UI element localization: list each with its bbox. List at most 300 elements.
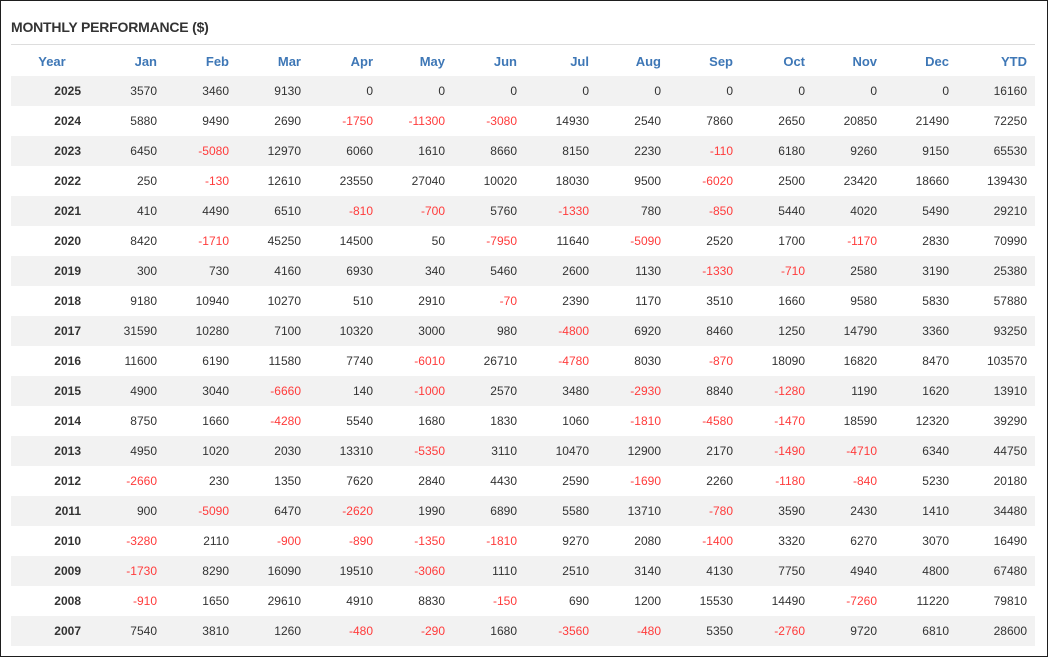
cell-nov: 9580: [813, 286, 885, 316]
cell-may: 8830: [381, 586, 453, 616]
cell-dec: 2830: [885, 226, 957, 256]
cell-may: -11300: [381, 106, 453, 136]
cell-apr: 7740: [309, 346, 381, 376]
column-header-apr: Apr: [350, 53, 373, 69]
table-row: [11, 466, 1035, 496]
cell-oct: 2650: [741, 106, 813, 136]
cell-sep: 5350: [669, 616, 741, 646]
cell-apr: 4910: [309, 586, 381, 616]
table-body: [11, 76, 1035, 646]
cell-jul: 5580: [525, 496, 597, 526]
cell-may: 1610: [381, 136, 453, 166]
cell-sep: -110: [669, 136, 741, 166]
cell-mar: 6470: [237, 496, 309, 526]
cell-jan: -3280: [93, 526, 165, 556]
cell-oct: 3320: [741, 526, 813, 556]
cell-jul: 690: [525, 586, 597, 616]
cell-jun: 3110: [453, 436, 525, 466]
cell-jul: 3480: [525, 376, 597, 406]
cell-aug: 2080: [597, 526, 669, 556]
cell-aug: 1170: [597, 286, 669, 316]
cell-ytd: 44750: [957, 436, 1035, 466]
cell-ytd: 103570: [957, 346, 1035, 376]
cell-sep: -6020: [669, 166, 741, 196]
cell-apr: -810: [309, 196, 381, 226]
cell-oct: -1470: [741, 406, 813, 436]
column-header-aug: Aug: [635, 53, 661, 69]
cell-sep: -4580: [669, 406, 741, 436]
cell-nov: 9720: [813, 616, 885, 646]
cell-apr: -1750: [309, 106, 381, 136]
cell-jun: 4430: [453, 466, 525, 496]
column-header-mar: Mar: [277, 53, 301, 69]
cell-dec: 11220: [885, 586, 957, 616]
cell-dec: 8470: [885, 346, 957, 376]
monthly-performance-table: [11, 46, 1035, 646]
cell-sep: -850: [669, 196, 741, 226]
cell-jul: 2600: [525, 256, 597, 286]
cell-jul: 8150: [525, 136, 597, 166]
cell-ytd: 39290: [957, 406, 1035, 436]
year-cell: 2008: [11, 586, 93, 616]
year-cell: 2020: [11, 226, 93, 256]
cell-ytd: 70990: [957, 226, 1035, 256]
cell-jul: 0: [525, 76, 597, 106]
cell-oct: 1660: [741, 286, 813, 316]
cell-aug: 780: [597, 196, 669, 226]
cell-dec: 21490: [885, 106, 957, 136]
cell-jul: 14930: [525, 106, 597, 136]
cell-dec: 3070: [885, 526, 957, 556]
cell-nov: 14790: [813, 316, 885, 346]
cell-may: -700: [381, 196, 453, 226]
cell-sep: 2520: [669, 226, 741, 256]
year-cell: 2010: [11, 526, 93, 556]
column-header-sep: Sep: [709, 53, 733, 69]
table-row: [11, 496, 1035, 526]
cell-may: 50: [381, 226, 453, 256]
cell-nov: 16820: [813, 346, 885, 376]
cell-nov: 2580: [813, 256, 885, 286]
cell-ytd: 29210: [957, 196, 1035, 226]
cell-apr: 19510: [309, 556, 381, 586]
cell-feb: 9490: [165, 106, 237, 136]
cell-jul: -3560: [525, 616, 597, 646]
cell-apr: -480: [309, 616, 381, 646]
cell-apr: 510: [309, 286, 381, 316]
cell-jun: 6890: [453, 496, 525, 526]
cell-ytd: 72250: [957, 106, 1035, 136]
cell-jan: 5880: [93, 106, 165, 136]
table-row: [11, 106, 1035, 136]
year-cell: 2009: [11, 556, 93, 586]
cell-nov: 23420: [813, 166, 885, 196]
cell-may: -6010: [381, 346, 453, 376]
table-row: [11, 436, 1035, 466]
cell-jan: 7540: [93, 616, 165, 646]
cell-oct: 6180: [741, 136, 813, 166]
cell-jan: 6450: [93, 136, 165, 166]
table-row: [11, 556, 1035, 586]
year-cell: 2023: [11, 136, 93, 166]
year-cell: 2025: [11, 76, 93, 106]
cell-dec: 6340: [885, 436, 957, 466]
table-row: [11, 196, 1035, 226]
table-row: [11, 316, 1035, 346]
cell-apr: 5540: [309, 406, 381, 436]
cell-dec: 5230: [885, 466, 957, 496]
year-cell: 2017: [11, 316, 93, 346]
cell-ytd: 93250: [957, 316, 1035, 346]
cell-nov: -4710: [813, 436, 885, 466]
cell-nov: -1170: [813, 226, 885, 256]
cell-may: 340: [381, 256, 453, 286]
cell-dec: 5490: [885, 196, 957, 226]
cell-sep: -1330: [669, 256, 741, 286]
cell-jun: -150: [453, 586, 525, 616]
cell-may: 1680: [381, 406, 453, 436]
year-cell: 2018: [11, 286, 93, 316]
cell-feb: 10940: [165, 286, 237, 316]
cell-nov: 1190: [813, 376, 885, 406]
column-header-nov: Nov: [852, 53, 877, 69]
year-cell: 2024: [11, 106, 93, 136]
cell-aug: 8030: [597, 346, 669, 376]
cell-mar: 4160: [237, 256, 309, 286]
cell-jun: 5460: [453, 256, 525, 286]
cell-apr: 6930: [309, 256, 381, 286]
cell-apr: 6060: [309, 136, 381, 166]
cell-feb: 1650: [165, 586, 237, 616]
cell-jun: 1830: [453, 406, 525, 436]
year-cell: 2022: [11, 166, 93, 196]
cell-jun: 5760: [453, 196, 525, 226]
cell-aug: -480: [597, 616, 669, 646]
cell-mar: 2690: [237, 106, 309, 136]
cell-nov: -7260: [813, 586, 885, 616]
year-cell: 2007: [11, 616, 93, 646]
cell-nov: 2430: [813, 496, 885, 526]
cell-nov: 18590: [813, 406, 885, 436]
cell-sep: 8840: [669, 376, 741, 406]
cell-jan: 11600: [93, 346, 165, 376]
cell-aug: -1690: [597, 466, 669, 496]
cell-oct: 2500: [741, 166, 813, 196]
table-row: [11, 406, 1035, 436]
cell-mar: 7100: [237, 316, 309, 346]
cell-jan: -910: [93, 586, 165, 616]
cell-dec: 5830: [885, 286, 957, 316]
cell-jan: 3570: [93, 76, 165, 106]
column-header-year: Year: [38, 53, 66, 69]
cell-aug: 2540: [597, 106, 669, 136]
cell-mar: 29610: [237, 586, 309, 616]
cell-jan: 4900: [93, 376, 165, 406]
cell-oct: 7750: [741, 556, 813, 586]
cell-ytd: 16160: [957, 76, 1035, 106]
cell-apr: 13310: [309, 436, 381, 466]
column-header-oct: Oct: [783, 53, 805, 69]
cell-feb: 1020: [165, 436, 237, 466]
column-header-feb: Feb: [205, 53, 229, 69]
cell-jun: 10020: [453, 166, 525, 196]
cell-mar: 9130: [237, 76, 309, 106]
table-row: [11, 136, 1035, 166]
cell-apr: 0: [309, 76, 381, 106]
cell-oct: -2760: [741, 616, 813, 646]
cell-sep: 15530: [669, 586, 741, 616]
cell-feb: 6190: [165, 346, 237, 376]
table-row: [11, 166, 1035, 196]
cell-jun: 2570: [453, 376, 525, 406]
cell-jan: 31590: [93, 316, 165, 346]
cell-aug: -1810: [597, 406, 669, 436]
cell-jan: -2660: [93, 466, 165, 496]
cell-oct: -710: [741, 256, 813, 286]
year-cell: 2021: [11, 196, 93, 226]
table-row: [11, 286, 1035, 316]
cell-jan: 410: [93, 196, 165, 226]
cell-may: 27040: [381, 166, 453, 196]
cell-ytd: 25380: [957, 256, 1035, 286]
table-row: [11, 526, 1035, 556]
cell-feb: 1660: [165, 406, 237, 436]
cell-mar: 2030: [237, 436, 309, 466]
cell-dec: 1410: [885, 496, 957, 526]
column-header-dec: Dec: [925, 53, 949, 69]
cell-feb: -130: [165, 166, 237, 196]
cell-dec: 3360: [885, 316, 957, 346]
cell-dec: 9150: [885, 136, 957, 166]
cell-mar: 10270: [237, 286, 309, 316]
cell-aug: 9500: [597, 166, 669, 196]
cell-sep: 3510: [669, 286, 741, 316]
cell-aug: -2930: [597, 376, 669, 406]
cell-jan: 8750: [93, 406, 165, 436]
cell-nov: 6270: [813, 526, 885, 556]
cell-nov: 4940: [813, 556, 885, 586]
cell-sep: -1400: [669, 526, 741, 556]
cell-may: -3060: [381, 556, 453, 586]
cell-feb: 230: [165, 466, 237, 496]
cell-sep: 8460: [669, 316, 741, 346]
cell-jul: 18030: [525, 166, 597, 196]
cell-may: 2840: [381, 466, 453, 496]
cell-mar: 1350: [237, 466, 309, 496]
cell-aug: 0: [597, 76, 669, 106]
cell-ytd: 65530: [957, 136, 1035, 166]
cell-dec: 12320: [885, 406, 957, 436]
cell-jun: -7950: [453, 226, 525, 256]
cell-apr: 14500: [309, 226, 381, 256]
cell-feb: 10280: [165, 316, 237, 346]
cell-ytd: 20180: [957, 466, 1035, 496]
cell-may: 3000: [381, 316, 453, 346]
cell-jul: 9270: [525, 526, 597, 556]
cell-sep: 0: [669, 76, 741, 106]
table-row: [11, 226, 1035, 256]
cell-may: 0: [381, 76, 453, 106]
cell-jun: -70: [453, 286, 525, 316]
cell-oct: 1700: [741, 226, 813, 256]
cell-aug: -5090: [597, 226, 669, 256]
cell-sep: 4130: [669, 556, 741, 586]
cell-feb: 730: [165, 256, 237, 286]
cell-jan: 900: [93, 496, 165, 526]
year-cell: 2016: [11, 346, 93, 376]
column-header-jul: Jul: [570, 53, 589, 69]
cell-feb: 8290: [165, 556, 237, 586]
cell-jun: 0: [453, 76, 525, 106]
cell-apr: 7620: [309, 466, 381, 496]
cell-mar: 12970: [237, 136, 309, 166]
cell-aug: 3140: [597, 556, 669, 586]
title-divider: [11, 44, 1035, 45]
cell-jul: -4780: [525, 346, 597, 376]
cell-oct: -1180: [741, 466, 813, 496]
cell-nov: 9260: [813, 136, 885, 166]
cell-jan: 4950: [93, 436, 165, 466]
year-cell: 2019: [11, 256, 93, 286]
cell-jun: -3080: [453, 106, 525, 136]
cell-nov: 4020: [813, 196, 885, 226]
cell-feb: -1710: [165, 226, 237, 256]
cell-apr: 140: [309, 376, 381, 406]
cell-jun: 1110: [453, 556, 525, 586]
cell-mar: 45250: [237, 226, 309, 256]
cell-oct: 18090: [741, 346, 813, 376]
cell-aug: 2230: [597, 136, 669, 166]
cell-dec: 4800: [885, 556, 957, 586]
table-row: [11, 256, 1035, 286]
cell-ytd: 13910: [957, 376, 1035, 406]
cell-jan: -1730: [93, 556, 165, 586]
cell-oct: 0: [741, 76, 813, 106]
column-header-may: May: [419, 53, 445, 69]
cell-sep: 2170: [669, 436, 741, 466]
year-cell: 2015: [11, 376, 93, 406]
cell-jun: 8660: [453, 136, 525, 166]
cell-jul: 10470: [525, 436, 597, 466]
cell-sep: 7860: [669, 106, 741, 136]
cell-mar: 11580: [237, 346, 309, 376]
column-header-jan: Jan: [134, 53, 157, 69]
cell-jul: 1060: [525, 406, 597, 436]
table-row: [11, 586, 1035, 616]
cell-mar: 6510: [237, 196, 309, 226]
cell-ytd: 67480: [957, 556, 1035, 586]
cell-nov: -840: [813, 466, 885, 496]
cell-dec: 18660: [885, 166, 957, 196]
year-cell: 2013: [11, 436, 93, 466]
column-header-jun: Jun: [493, 53, 517, 69]
cell-mar: 12610: [237, 166, 309, 196]
cell-jul: 11640: [525, 226, 597, 256]
cell-ytd: 57880: [957, 286, 1035, 316]
cell-ytd: 34480: [957, 496, 1035, 526]
cell-oct: 3590: [741, 496, 813, 526]
table-row: [11, 346, 1035, 376]
cell-apr: -890: [309, 526, 381, 556]
cell-ytd: 16490: [957, 526, 1035, 556]
cell-apr: 23550: [309, 166, 381, 196]
cell-mar: -4280: [237, 406, 309, 436]
cell-apr: 10320: [309, 316, 381, 346]
cell-jun: 980: [453, 316, 525, 346]
cell-aug: 1200: [597, 586, 669, 616]
cell-may: 2910: [381, 286, 453, 316]
cell-may: 1990: [381, 496, 453, 526]
cell-jan: 300: [93, 256, 165, 286]
cell-nov: 0: [813, 76, 885, 106]
cell-feb: -5080: [165, 136, 237, 166]
cell-jan: 250: [93, 166, 165, 196]
cell-aug: 6920: [597, 316, 669, 346]
cell-mar: 1260: [237, 616, 309, 646]
year-cell: 2011: [11, 496, 93, 526]
cell-feb: 4490: [165, 196, 237, 226]
cell-oct: 1250: [741, 316, 813, 346]
cell-nov: 20850: [813, 106, 885, 136]
cell-apr: -2620: [309, 496, 381, 526]
cell-jan: 9180: [93, 286, 165, 316]
cell-feb: 3460: [165, 76, 237, 106]
cell-mar: -6660: [237, 376, 309, 406]
cell-oct: -1490: [741, 436, 813, 466]
cell-oct: 14490: [741, 586, 813, 616]
year-cell: 2012: [11, 466, 93, 496]
table-row: [11, 376, 1035, 406]
cell-jul: -4800: [525, 316, 597, 346]
cell-jun: -1810: [453, 526, 525, 556]
cell-may: -5350: [381, 436, 453, 466]
cell-feb: 2110: [165, 526, 237, 556]
cell-jun: 1680: [453, 616, 525, 646]
cell-aug: 1130: [597, 256, 669, 286]
cell-mar: -900: [237, 526, 309, 556]
panel-title: MONTHLY PERFORMANCE ($): [11, 19, 209, 35]
cell-oct: -1280: [741, 376, 813, 406]
cell-aug: 13710: [597, 496, 669, 526]
cell-feb: 3040: [165, 376, 237, 406]
cell-dec: 0: [885, 76, 957, 106]
cell-dec: 6810: [885, 616, 957, 646]
cell-jun: 26710: [453, 346, 525, 376]
cell-ytd: 28600: [957, 616, 1035, 646]
table-row: [11, 76, 1035, 106]
cell-aug: 12900: [597, 436, 669, 466]
cell-feb: 3810: [165, 616, 237, 646]
cell-may: -1000: [381, 376, 453, 406]
year-cell: 2014: [11, 406, 93, 436]
cell-feb: -5090: [165, 496, 237, 526]
cell-jan: 8420: [93, 226, 165, 256]
cell-ytd: 139430: [957, 166, 1035, 196]
cell-dec: 3190: [885, 256, 957, 286]
cell-may: -1350: [381, 526, 453, 556]
column-header-ytd: YTD: [1001, 53, 1027, 69]
cell-ytd: 79810: [957, 586, 1035, 616]
cell-jul: 2590: [525, 466, 597, 496]
cell-jul: 2510: [525, 556, 597, 586]
table-header-row: [11, 46, 1035, 76]
table-row: [11, 616, 1035, 646]
cell-jul: -1330: [525, 196, 597, 226]
cell-oct: 5440: [741, 196, 813, 226]
cell-sep: 2260: [669, 466, 741, 496]
cell-sep: -870: [669, 346, 741, 376]
cell-mar: 16090: [237, 556, 309, 586]
